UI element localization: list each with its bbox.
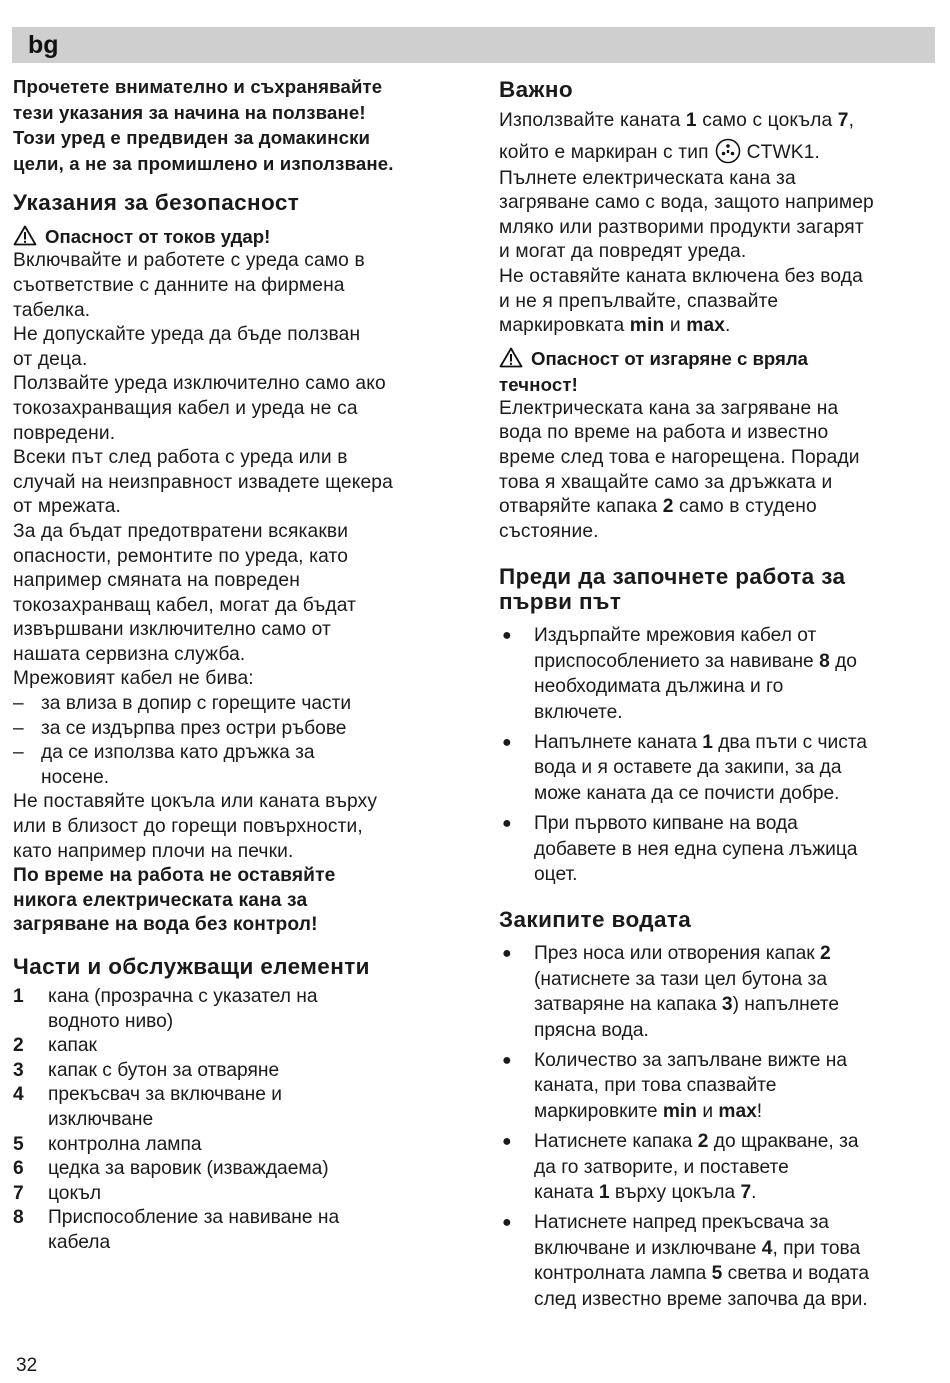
- list-item: – за се издърпва през остри ръбове: [13, 717, 347, 739]
- text-line: По време на работа не оставяйте: [13, 865, 336, 887]
- right-column: [499, 74, 935, 1312]
- text-line: съответствие с данните на фирмена: [13, 274, 345, 296]
- text-line: опасности, ремонтите по уреда, като: [13, 545, 349, 567]
- shock-warning: [13, 225, 453, 249]
- important-heading: Важно: [499, 77, 574, 102]
- text-line: маркировката min и max.: [499, 315, 731, 337]
- text-line: например смяната на повреден: [13, 570, 300, 592]
- text-line: Пълнете електрическата кана за: [499, 167, 796, 189]
- text-line: Не допускайте уреда да бъде ползван: [13, 324, 361, 346]
- intro-line: цели, а не за промишлено и използване.: [13, 152, 394, 174]
- shock-paragraphs: [13, 249, 453, 692]
- text-line: нашата сервизна служба.: [13, 643, 246, 665]
- burn-warning: Опасност от изгаряне с вряла: [499, 347, 935, 371]
- text-line: Не поставяйте цокъла или каната върху: [13, 791, 378, 813]
- bold-warning: [13, 864, 453, 938]
- text-line: повредени.: [13, 422, 116, 444]
- text-line: който е маркиран с тип CTWK1.: [499, 138, 935, 167]
- list-item: ● Количество за запълване вижте на каната, при това спазвайте маркировките min и max!: [502, 1050, 848, 1122]
- shock-warning-text: Опасност от токов удар!: [45, 226, 271, 248]
- parts-list: [13, 985, 453, 1256]
- language-code: bg: [28, 31, 59, 59]
- text-line: и не я препълвайте, спазвайте: [499, 290, 779, 312]
- text-line: и могат да повредят уреда.: [499, 241, 747, 263]
- cable-dash-list: [13, 692, 453, 790]
- text-line: вода по време на работа и известно: [499, 422, 829, 444]
- burn-paragraph: [499, 397, 935, 545]
- text-line: загряване на вода без контрол!: [13, 914, 318, 936]
- list-item: ● Издърпайте мрежовия кабел от приспособлението за навиване 8 до необходимата дължина и го включете.: [502, 625, 857, 723]
- boil-list: [499, 941, 935, 1312]
- text-line: Не оставяйте каната включена без вода: [499, 265, 863, 287]
- text-line: от мрежата.: [13, 496, 121, 518]
- warning-triangle-icon: [13, 225, 37, 246]
- warning-triangle-icon: [499, 347, 523, 368]
- language-header-bar: [12, 27, 935, 63]
- list-item: – да се използва като дръжка за носене.: [13, 742, 315, 788]
- boil-heading: Закипите водата: [499, 907, 692, 933]
- text-line: Използвайте каната 1 само с цокъла 7,: [499, 110, 855, 131]
- intro-line: Този уред е предвиден за домакински: [13, 127, 371, 149]
- text-line: Ползвайте уреда изключително само ако: [13, 373, 386, 395]
- parts-item: 6 цедка за варовик (изваждаема): [13, 1158, 329, 1180]
- list-item: ● При първото кипване на вода добавете в нея една супена лъжица оцет.: [502, 813, 858, 885]
- parts-item: 4 прекъсвач за включване и изключване: [13, 1084, 282, 1130]
- parts-item: 2 капак: [13, 1035, 97, 1057]
- page-number: 32: [16, 1355, 38, 1376]
- text-line: токозахранващия кабел и уреда не са: [13, 397, 358, 419]
- list-item: ● Натиснете капака 2 до щракване, за да го затворите, и поставете каната 1 върху цокъла 7.: [502, 1131, 859, 1204]
- fill-paragraph: [499, 167, 935, 339]
- list-item: ● През носа или отворения капак 2 (натиснете за тази цел бутона за затваряне на капака 3) напълнете прясна вода.: [502, 943, 840, 1041]
- text-line: За да бъдат предотвратени всякакви: [13, 520, 349, 542]
- text-line: токозахранващ кабел, могат да бъдат: [13, 594, 357, 616]
- connector-type-symbol-icon: [715, 138, 741, 164]
- text-line: случай на неизправност извадете щекера: [13, 471, 393, 493]
- text-line: загряване само с вода, защото например: [499, 192, 874, 214]
- text-line: време след това е нагорещена. Поради: [499, 446, 860, 468]
- text-line: това я хващайте само за дръжката и: [499, 471, 833, 493]
- text-line: табелка.: [13, 299, 91, 321]
- burn-warning-text-2: течност!: [499, 373, 578, 395]
- list-item: ● Напълнете каната 1 два пъти с чиста вода и я оставете да закипи, за да може каната да се почисти добре.: [502, 731, 868, 804]
- safety-heading: Указания за безопасност: [13, 190, 300, 216]
- intro-line: Прочетете внимателно и съхранявайте: [13, 76, 383, 97]
- text-line: извършвани изключително само от: [13, 619, 331, 641]
- text-line: Електрическата кана за загряване на: [499, 397, 839, 419]
- hot-surface-paragraph: [13, 790, 453, 864]
- parts-item: 7 цокъл: [13, 1182, 102, 1204]
- intro-line: тези указания за начина на ползване!: [13, 101, 366, 123]
- first-use-list: [499, 623, 935, 887]
- text-line: от деца.: [13, 348, 88, 370]
- text-line: Мрежовият кабел не бива:: [13, 668, 254, 690]
- parts-heading: Части и обслужващи елементи: [13, 954, 370, 979]
- text-line: Всеки път след работа с уреда или в: [13, 447, 348, 469]
- text-line: отваряйте капака 2 само в студено: [499, 496, 817, 518]
- intro-notice: [13, 74, 453, 176]
- text-line: или в близост до горещи повърхности,: [13, 816, 363, 838]
- text-line: мляко или разтворими продукти загарят: [499, 216, 864, 238]
- parts-item: 8 Приспособление за навиване на кабела: [13, 1207, 340, 1253]
- parts-item: 1 кана (прозрачна с указател на водното ниво): [13, 986, 318, 1032]
- parts-item: 3 капак с бутон за отваряне: [13, 1059, 280, 1081]
- text-line: състояние.: [499, 520, 599, 542]
- text-line: Включвайте и работете с уреда само в: [13, 250, 365, 272]
- list-item: ● Натиснете напред прекъсвача за включване и изключване 4, при това контролната лампа 5 светва и водата след известно време започва да ври.: [502, 1212, 869, 1310]
- first-use-heading: Преди да започнете работа за първи път: [499, 564, 846, 615]
- list-item: – за влиза в допир с горещите части: [13, 693, 352, 715]
- left-column: [13, 74, 453, 1256]
- text-line: никога електрическата кана за: [13, 889, 308, 911]
- text-line: като например плочи на печки.: [13, 840, 294, 862]
- parts-item: 5 контролна лампа: [13, 1133, 202, 1155]
